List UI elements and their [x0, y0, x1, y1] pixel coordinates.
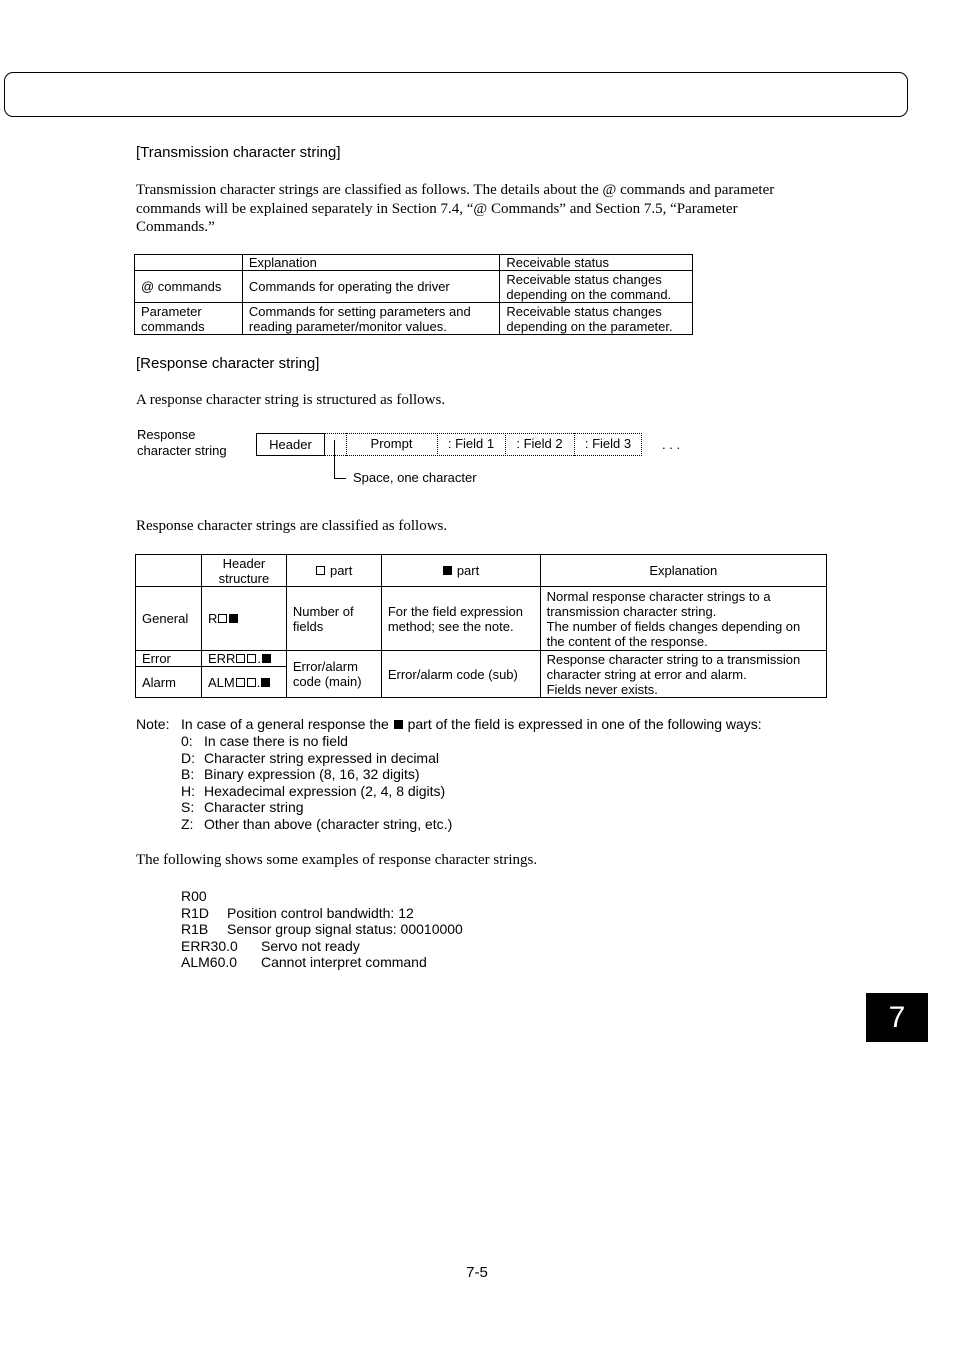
filled-square-icon [261, 678, 270, 687]
list-item: H: Hexadecimal expression (2, 4, 8 digits) [181, 782, 446, 799]
table-cell: Number of fields [286, 587, 381, 651]
callout-leader-line [334, 440, 346, 479]
list-item: D: Character string expressed in decimal [181, 749, 439, 766]
table-cell: Commands for setting parameters and reading parameter/monitor values. [242, 303, 500, 335]
table-cell: For the field expression method; see the note. [381, 587, 540, 651]
filled-square-icon [443, 566, 452, 575]
empty-square-icon [247, 654, 256, 663]
empty-square-icon [247, 678, 256, 687]
table-header-cell: part [381, 555, 540, 587]
header-frame [4, 72, 908, 117]
empty-square-icon [316, 566, 325, 575]
response-heading: [Response character string] [136, 355, 320, 372]
list-item: 0: In case there is no field [181, 733, 348, 749]
page-number: 7-5 [466, 1264, 488, 1281]
note-text: In case of a general response the part of the field is expressed in one of the following ways: [181, 716, 762, 732]
transmission-heading: [Transmission character string] [136, 144, 341, 161]
diagram-field1: : Field 1 [447, 436, 495, 451]
callout-text: Space, one character [353, 470, 477, 485]
note-label: Note: [136, 716, 170, 732]
table-cell: @ commands [135, 271, 243, 303]
empty-square-icon [218, 614, 227, 623]
filled-square-icon [262, 654, 271, 663]
table-header-cell [135, 255, 243, 271]
table-header-cell: Header structure [201, 555, 286, 587]
diagram-field3: : Field 3 [584, 436, 632, 451]
list-item: Z: Other than above (character string, etc.) [181, 815, 453, 832]
table-header-cell: Explanation [540, 555, 826, 587]
list-item: ERR30.0 Servo not ready [181, 937, 360, 954]
table-header-cell: part [286, 555, 381, 587]
list-item: R1B Sensor group signal status: 00010000 [181, 921, 463, 938]
table-cell: Receivable status changes depending on the command. [500, 271, 693, 303]
diagram-label [137, 427, 227, 459]
response-intro: A response character string is structured as follows. [136, 392, 446, 408]
list-item: ALM60.0 Cannot interpret command [181, 954, 427, 971]
table-header-cell: Receivable status [500, 255, 693, 271]
table-cell: Commands for operating the driver [242, 271, 500, 303]
paragraph-line: commands will be explained separately in Section 7.4, “@ Commands” and Section 7.5, “Parameter [136, 200, 738, 217]
diagram-label-line: character string [137, 443, 227, 458]
examples-list [181, 888, 463, 971]
note-list [181, 733, 452, 833]
list-item: R1D Position control bandwidth: 12 [181, 904, 414, 921]
table-cell: General [136, 587, 202, 651]
diagram-prompt: Prompt [370, 436, 413, 451]
paragraph-line: Commands.” [136, 219, 215, 235]
transmission-paragraph [136, 181, 836, 237]
table-header-row [136, 555, 827, 587]
table-header-row [135, 255, 693, 271]
response-table [135, 554, 827, 698]
table-row [135, 271, 693, 303]
diagram-field2: : Field 2 [516, 436, 563, 451]
table-row [135, 303, 693, 335]
table-cell: Error [136, 651, 202, 667]
paragraph-line: Transmission character strings are classified as follows. The details about the @ commands and parameter [136, 182, 775, 198]
table-header-cell: Explanation [242, 255, 500, 271]
table-cell: ALM . [201, 667, 286, 698]
empty-square-icon [236, 654, 245, 663]
table-cell: Parameter commands [135, 303, 243, 335]
diagram-ellipsis: . . . [662, 437, 681, 452]
list-item: R00 [181, 888, 207, 904]
table-header-cell [136, 555, 202, 587]
list-item: B: Binary expression (8, 16, 32 digits) [181, 766, 420, 783]
examples-intro: The following shows some examples of response character strings. [136, 852, 538, 868]
empty-square-icon [236, 678, 245, 687]
table-row [136, 587, 827, 651]
table-cell: Response character string to a transmission character string at error and alarm. Fields never exists. [540, 651, 826, 698]
table-cell: Normal response character strings to a transmission character string. The number of fields changes depending on the content of the response. [540, 587, 826, 651]
transmission-table [134, 254, 693, 335]
list-item: S: Character string [181, 799, 304, 816]
diagram-label-line: Response [137, 427, 196, 442]
filled-square-icon [394, 720, 403, 729]
chapter-tab: 7 [866, 993, 928, 1042]
table-cell: Alarm [136, 667, 202, 698]
filled-square-icon [229, 614, 238, 623]
table-cell: Error/alarm code (main) [286, 651, 381, 698]
response-classified-text: Response character strings are classified as follows. [136, 518, 448, 534]
table-cell: ERR . [201, 651, 286, 667]
table-cell: Error/alarm code (sub) [381, 651, 540, 698]
diagram-header-box: Header [256, 433, 325, 456]
table-row [136, 651, 827, 667]
table-cell: R [201, 587, 286, 651]
table-cell: Receivable status changes depending on the parameter. [500, 303, 693, 335]
